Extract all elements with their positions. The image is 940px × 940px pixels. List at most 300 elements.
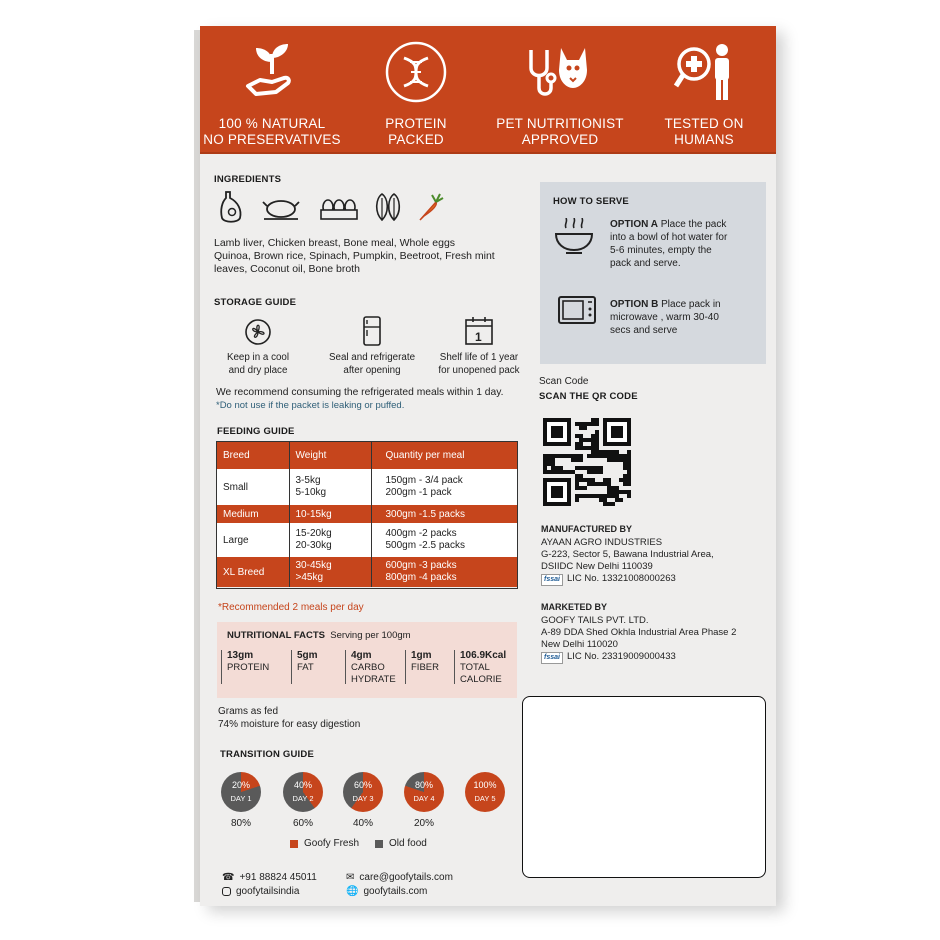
fresh-percent: 80%: [414, 780, 433, 790]
weight-line: 20-30kg: [295, 540, 332, 551]
legend-fresh-label: Goofy Fresh: [304, 838, 360, 849]
qr-module: [575, 482, 579, 486]
qr-module: [591, 482, 595, 486]
legend-swatch-fresh: [290, 840, 298, 848]
quantity-line: 150gm - 3/4 pack: [385, 475, 463, 486]
qr-module: [623, 490, 627, 494]
marketer-address: A-89 DDA Shed Okhla Industrial Area Phase 2: [541, 627, 737, 638]
marketer-title: MARKETED BY: [541, 602, 608, 612]
storage-line1: Shelf life of 1 year: [439, 352, 519, 363]
weight-line: 15-20kg: [295, 528, 332, 539]
globe-icon: 🌐: [346, 886, 359, 897]
qr-module: [555, 470, 559, 474]
qr-module: [595, 430, 599, 434]
table-row: [217, 469, 517, 505]
qr-module: [587, 482, 591, 486]
storage-title: STORAGE GUIDE: [214, 297, 297, 308]
qr-module: [587, 454, 591, 458]
chicken-icon: [262, 194, 300, 222]
cell-breed: Medium: [217, 505, 289, 523]
fresh-percent: 60%: [353, 780, 372, 790]
qr-module: [547, 470, 551, 474]
feeding-note: *Recommended 2 meals per day: [218, 602, 364, 613]
day-label: DAY 2: [292, 794, 314, 803]
old-food-percent: 20%: [413, 818, 434, 829]
qr-module: [583, 478, 587, 482]
fact-value: 106.9Kcal: [460, 650, 507, 661]
quantity-line: 200gm -1 pack: [385, 487, 452, 498]
transition-legend: [290, 838, 427, 849]
hot-bowl-icon: [554, 218, 594, 254]
qr-module: [607, 454, 611, 458]
qr-module: [571, 458, 575, 462]
transition-day-circle: [404, 772, 444, 812]
qr-module: [575, 498, 579, 502]
qr-module: [591, 454, 595, 458]
manufacturer-block: [541, 523, 714, 586]
dna-icon: [384, 40, 448, 104]
legend-swatch-old: [375, 840, 383, 848]
feeding-table: [217, 442, 517, 587]
qr-module: [583, 466, 587, 470]
cell-breed: XL Breed: [217, 557, 289, 587]
qr-module: [575, 442, 579, 446]
qr-module: [627, 458, 631, 462]
spinach-icon: [372, 192, 404, 222]
qr-module: [603, 502, 607, 506]
qr-module: [627, 462, 631, 466]
qr-module: [623, 466, 627, 470]
badge-line2: HUMANS: [674, 132, 734, 147]
qr-module: [579, 454, 583, 458]
qr-module: [607, 478, 611, 482]
ingredients-list: [214, 237, 495, 276]
fresh-percent: 20%: [231, 780, 250, 790]
email-icon: ✉: [346, 872, 355, 883]
qr-module: [567, 454, 571, 458]
qr-module: [595, 418, 599, 422]
contact-website[interactable]: [346, 886, 427, 897]
qr-module: [583, 446, 587, 450]
qr-module: [571, 470, 575, 474]
qr-module: [591, 478, 595, 482]
qr-module: [627, 490, 631, 494]
qr-module: [579, 458, 583, 462]
fan-icon: [244, 318, 272, 346]
qr-module: [543, 462, 547, 466]
qr-module: [543, 458, 547, 462]
nutrition-serving: Serving per 100gm: [330, 630, 411, 641]
qr-module: [615, 450, 619, 454]
product-pack: [200, 26, 776, 906]
header-quantity: Quantity per meal: [385, 450, 465, 461]
table-header-row: [217, 442, 517, 469]
qr-module: [603, 454, 607, 458]
qr-module: [623, 482, 627, 486]
qr-module: [615, 490, 619, 494]
qr-module: [595, 422, 599, 426]
qr-module: [607, 490, 611, 494]
qr-module: [579, 446, 583, 450]
qr-module: [563, 454, 567, 458]
qr-module: [579, 438, 583, 442]
vet-dog-icon: [525, 40, 595, 104]
contact-instagram[interactable]: [222, 886, 299, 897]
qr-module: [595, 438, 599, 442]
qr-module: [599, 470, 603, 474]
qr-module: [543, 466, 547, 470]
quantity-line: 400gm -2 packs: [385, 528, 457, 539]
badge-line1: 100 % NATURAL: [218, 116, 326, 131]
qr-module: [607, 502, 611, 506]
qr-module: [603, 494, 607, 498]
qr-module: [575, 454, 579, 458]
nutrition-fact: [460, 650, 506, 686]
table-row: [217, 557, 517, 587]
qr-module: [579, 426, 583, 430]
badge-protein: [344, 40, 488, 148]
carrot-icon: [416, 192, 444, 222]
qr-module: [575, 494, 579, 498]
qr-module: [551, 458, 555, 462]
quantity-line: 500gm -2.5 packs: [385, 540, 465, 551]
serve-option-a: [610, 218, 727, 270]
nutrition-title: NUTRITIONAL FACTS: [227, 630, 325, 641]
qr-module: [623, 454, 627, 458]
storage-line1: Keep in a cool: [226, 352, 290, 363]
qr-module: [611, 426, 623, 438]
qr-module: [595, 494, 599, 498]
nutrition-note: Grams as fed: [218, 706, 279, 717]
fact-label: FIBER: [411, 662, 439, 673]
marketer-address: New Delhi 110020: [541, 639, 618, 650]
instagram-handle: goofytailsindia: [236, 886, 300, 897]
qr-module: [575, 458, 579, 462]
cell-weight: [289, 557, 371, 587]
qr-module: [575, 446, 579, 450]
qr-module: [591, 438, 595, 442]
qr-module: [583, 438, 587, 442]
qr-module: [611, 494, 615, 498]
contact-phone[interactable]: [222, 872, 317, 883]
qr-module: [599, 494, 603, 498]
cell-weight: 10-15kg: [289, 505, 371, 523]
manufacturer-title: MANUFACTURED BY: [541, 524, 632, 534]
cell-quantity: 300gm -1.5 packs: [385, 508, 465, 520]
transition-day-circle: [343, 772, 383, 812]
qr-module: [603, 498, 607, 502]
cell-quantity: [371, 469, 517, 505]
qr-module: [607, 494, 611, 498]
fact-label: HYDRATE: [351, 674, 396, 685]
nutrition-note: 74% moisture for easy digestion: [218, 719, 361, 730]
qr-module: [619, 490, 623, 494]
transition-title: TRANSITION GUIDE: [220, 749, 314, 760]
qr-module: [595, 434, 599, 438]
phone-icon: ☎: [222, 872, 235, 883]
qr-module: [619, 454, 623, 458]
cell-weight: [289, 523, 371, 557]
qr-module: [595, 470, 599, 474]
magnifier-person-icon: [672, 40, 736, 104]
qr-module: [587, 478, 591, 482]
qr-module: [619, 458, 623, 462]
qr-module: [591, 422, 595, 426]
phone-number: +91 88824 45011: [239, 872, 317, 883]
quantity-line: 800gm -4 packs: [385, 572, 457, 583]
lamb-leg-icon: [218, 190, 244, 224]
storage-line2: and dry place: [228, 364, 288, 376]
option-a-label: OPTION A: [610, 219, 658, 230]
qr-module: [555, 454, 559, 458]
qr-module: [627, 478, 631, 482]
qr-module: [579, 474, 583, 478]
qr-module: [551, 470, 555, 474]
day-label: DAY 4: [413, 794, 435, 803]
storage-note: We recommend consuming the refrigerated meals within 1 day.: [216, 387, 504, 398]
cell-quantity: [371, 523, 517, 557]
cell-quantity: [371, 557, 517, 587]
qr-module: [559, 470, 563, 474]
qr-module: [619, 498, 623, 502]
qr-module: [595, 446, 599, 450]
badge-line1: PROTEIN: [385, 116, 447, 131]
qr-module: [543, 470, 547, 474]
qr-module: [547, 454, 551, 458]
qr-module: [595, 466, 599, 470]
marketer-license: LIC No. 23319009000433: [566, 651, 676, 662]
eggs-icon: [320, 196, 358, 222]
storage-warning: *Do not use if the packet is leaking or puffed.: [216, 400, 405, 411]
fact-value: 13gm: [227, 650, 254, 661]
ingredients-title: INGREDIENTS: [214, 174, 282, 185]
qr-module: [595, 442, 599, 446]
old-food-percent: 80%: [230, 818, 251, 829]
qr-module: [575, 478, 579, 482]
qr-code[interactable]: [543, 418, 631, 506]
option-a-text: into a bowl of hot water for: [610, 232, 728, 243]
qr-module: [579, 486, 583, 490]
fact-value: 1gm: [411, 650, 432, 661]
qr-module: [579, 466, 583, 470]
old-food-percent: 60%: [292, 818, 313, 829]
qr-module: [627, 466, 631, 470]
nutrition-fact: [227, 650, 269, 674]
qr-module: [555, 466, 559, 470]
qr-module: [575, 434, 579, 438]
qr-module: [579, 434, 583, 438]
qr-module: [595, 482, 599, 486]
qr-module: [591, 494, 595, 498]
weight-line: 30-45kg: [295, 560, 332, 571]
qr-module: [551, 486, 563, 498]
qr-module: [603, 450, 607, 454]
qr-module: [611, 490, 615, 494]
qr-module: [551, 466, 555, 470]
nutrition-fact: [351, 650, 396, 686]
plant-hand-icon: [242, 40, 302, 104]
qr-module: [567, 470, 571, 474]
transition-day-circle: [283, 772, 323, 812]
qr-module: [579, 494, 583, 498]
qr-module: [627, 454, 631, 458]
ingredients-line: Quinoa, Brown rice, Spinach, Pumpkin, Beetroot, Fresh mint: [214, 250, 495, 262]
badge-line1: TESTED ON: [664, 116, 744, 131]
microwave-icon: [558, 296, 596, 326]
contact-email[interactable]: [346, 872, 453, 883]
qr-module: [587, 422, 591, 426]
qr-module: [603, 478, 607, 482]
qr-module: [615, 454, 619, 458]
qr-module: [591, 418, 595, 422]
qr-module: [611, 454, 615, 458]
qr-module: [599, 498, 603, 502]
storage-item-cool: [203, 318, 313, 377]
manufacturer-license: LIC No. 13321008000263: [566, 573, 676, 584]
qr-module: [583, 486, 587, 490]
fact-label: CALORIE: [460, 674, 502, 685]
option-b-text: secs and serve: [610, 325, 678, 336]
day-label: DAY 5: [474, 794, 496, 803]
qr-module: [591, 442, 595, 446]
qr-module: [591, 450, 595, 454]
fact-label: TOTAL: [460, 662, 490, 673]
header-weight: Weight: [289, 442, 371, 469]
scan-code-label: Scan Code: [539, 376, 589, 387]
badge-natural: [200, 40, 344, 148]
table-row: [217, 523, 517, 557]
qr-module: [559, 454, 563, 458]
fact-label: FAT: [297, 662, 314, 673]
qr-module: [599, 450, 603, 454]
qr-module: [571, 454, 575, 458]
serve-title: HOW TO SERVE: [553, 196, 629, 207]
qr-module: [623, 458, 627, 462]
qr-module: [595, 454, 599, 458]
badge-line2: NO PRESERVATIVES: [203, 132, 341, 147]
qr-module: [619, 478, 623, 482]
fact-value: 4gm: [351, 650, 372, 661]
serve-option-b: [610, 298, 721, 337]
fridge-icon: [362, 316, 382, 346]
marketer-name: GOOFY TAILS PVT. LTD.: [541, 615, 649, 626]
storage-item-shelf-life: [424, 316, 534, 377]
qr-module: [607, 458, 611, 462]
manufacturer-address: DSIIDC New Delhi 110039: [541, 561, 653, 572]
qr-module: [587, 470, 591, 474]
qr-module: [575, 474, 579, 478]
day-label: DAY 1: [230, 794, 252, 803]
qr-module: [627, 474, 631, 478]
qr-module: [551, 462, 555, 466]
manufacturer-name: AYAAN AGRO INDUSTRIES: [541, 537, 663, 548]
qr-module: [579, 422, 583, 426]
badge-line2: APPROVED: [521, 132, 599, 147]
qr-module: [611, 486, 615, 490]
option-a-text: 5-6 minutes, empty the: [610, 245, 712, 256]
old-food-percent: 40%: [352, 818, 373, 829]
qr-module: [547, 458, 551, 462]
qr-module: [583, 426, 587, 430]
qr-module: [607, 486, 611, 490]
email-address: care@goofytails.com: [359, 872, 453, 883]
qr-module: [591, 446, 595, 450]
website-url: goofytails.com: [363, 886, 428, 897]
cell-breed: Large: [217, 523, 289, 557]
qr-module: [575, 486, 579, 490]
option-b-label: OPTION B: [610, 299, 659, 310]
qr-module: [583, 422, 587, 426]
fresh-percent: 100%: [473, 780, 497, 790]
weight-line: >45kg: [295, 572, 324, 583]
qr-module: [563, 470, 567, 474]
weight-line: 3-5kg: [295, 475, 321, 486]
qr-module: [603, 482, 607, 486]
badge-line1: PET NUTRITIONIST: [496, 116, 624, 131]
qr-module: [615, 458, 619, 462]
label-box: [522, 696, 766, 878]
option-a-text: pack and serve.: [610, 258, 681, 269]
qr-module: [611, 458, 615, 462]
feature-banner: [200, 26, 776, 154]
qr-module: [627, 450, 631, 454]
transition-day-circle: [221, 772, 261, 812]
fact-value: 5gm: [297, 650, 318, 661]
storage-line1: Seal and refrigerate: [328, 352, 416, 363]
qr-module: [547, 462, 551, 466]
option-b-text: microwave , warm 30-40: [610, 312, 719, 323]
qr-module: [607, 482, 611, 486]
weight-line: 5-10kg: [295, 487, 327, 498]
qr-module: [591, 466, 595, 470]
quantity-line: 600gm -3 packs: [385, 560, 457, 571]
nutrition-header: [227, 630, 411, 641]
fssai-logo: fssai: [541, 574, 563, 586]
qr-module: [615, 494, 619, 498]
table-row: [217, 505, 517, 523]
qr-module: [615, 498, 619, 502]
cell-weight: [289, 469, 371, 505]
fssai-logo: fssai: [541, 652, 563, 664]
qr-module: [615, 486, 619, 490]
storage-item-refrigerate: [317, 316, 427, 377]
legend-old-label: Old food: [389, 838, 427, 849]
feeding-title: FEEDING GUIDE: [217, 426, 295, 437]
badge-tested: [632, 40, 776, 148]
qr-module: [551, 426, 563, 438]
how-to-serve-panel: [540, 182, 766, 364]
badge-line2: PACKED: [388, 132, 444, 147]
storage-line2: after opening: [343, 364, 401, 376]
qr-module: [595, 450, 599, 454]
storage-line2: for unopened pack: [438, 364, 520, 376]
qr-module: [559, 466, 563, 470]
nutrition-fact: [297, 650, 318, 674]
ingredients-line: Lamb liver, Chicken breast, Bone meal, Whole eggs: [214, 237, 456, 249]
nutrition-panel: [217, 622, 517, 698]
qr-module: [551, 454, 555, 458]
qr-module: [599, 482, 603, 486]
qr-module: [599, 466, 603, 470]
marketer-block: [541, 601, 736, 664]
nutrition-fact: [411, 650, 439, 674]
fact-label: PROTEIN: [227, 662, 270, 673]
fact-label: CARBO: [351, 662, 385, 673]
qr-module: [623, 462, 627, 466]
qr-module: [575, 422, 579, 426]
badge-nutritionist: [488, 40, 632, 148]
qr-module: [543, 454, 547, 458]
